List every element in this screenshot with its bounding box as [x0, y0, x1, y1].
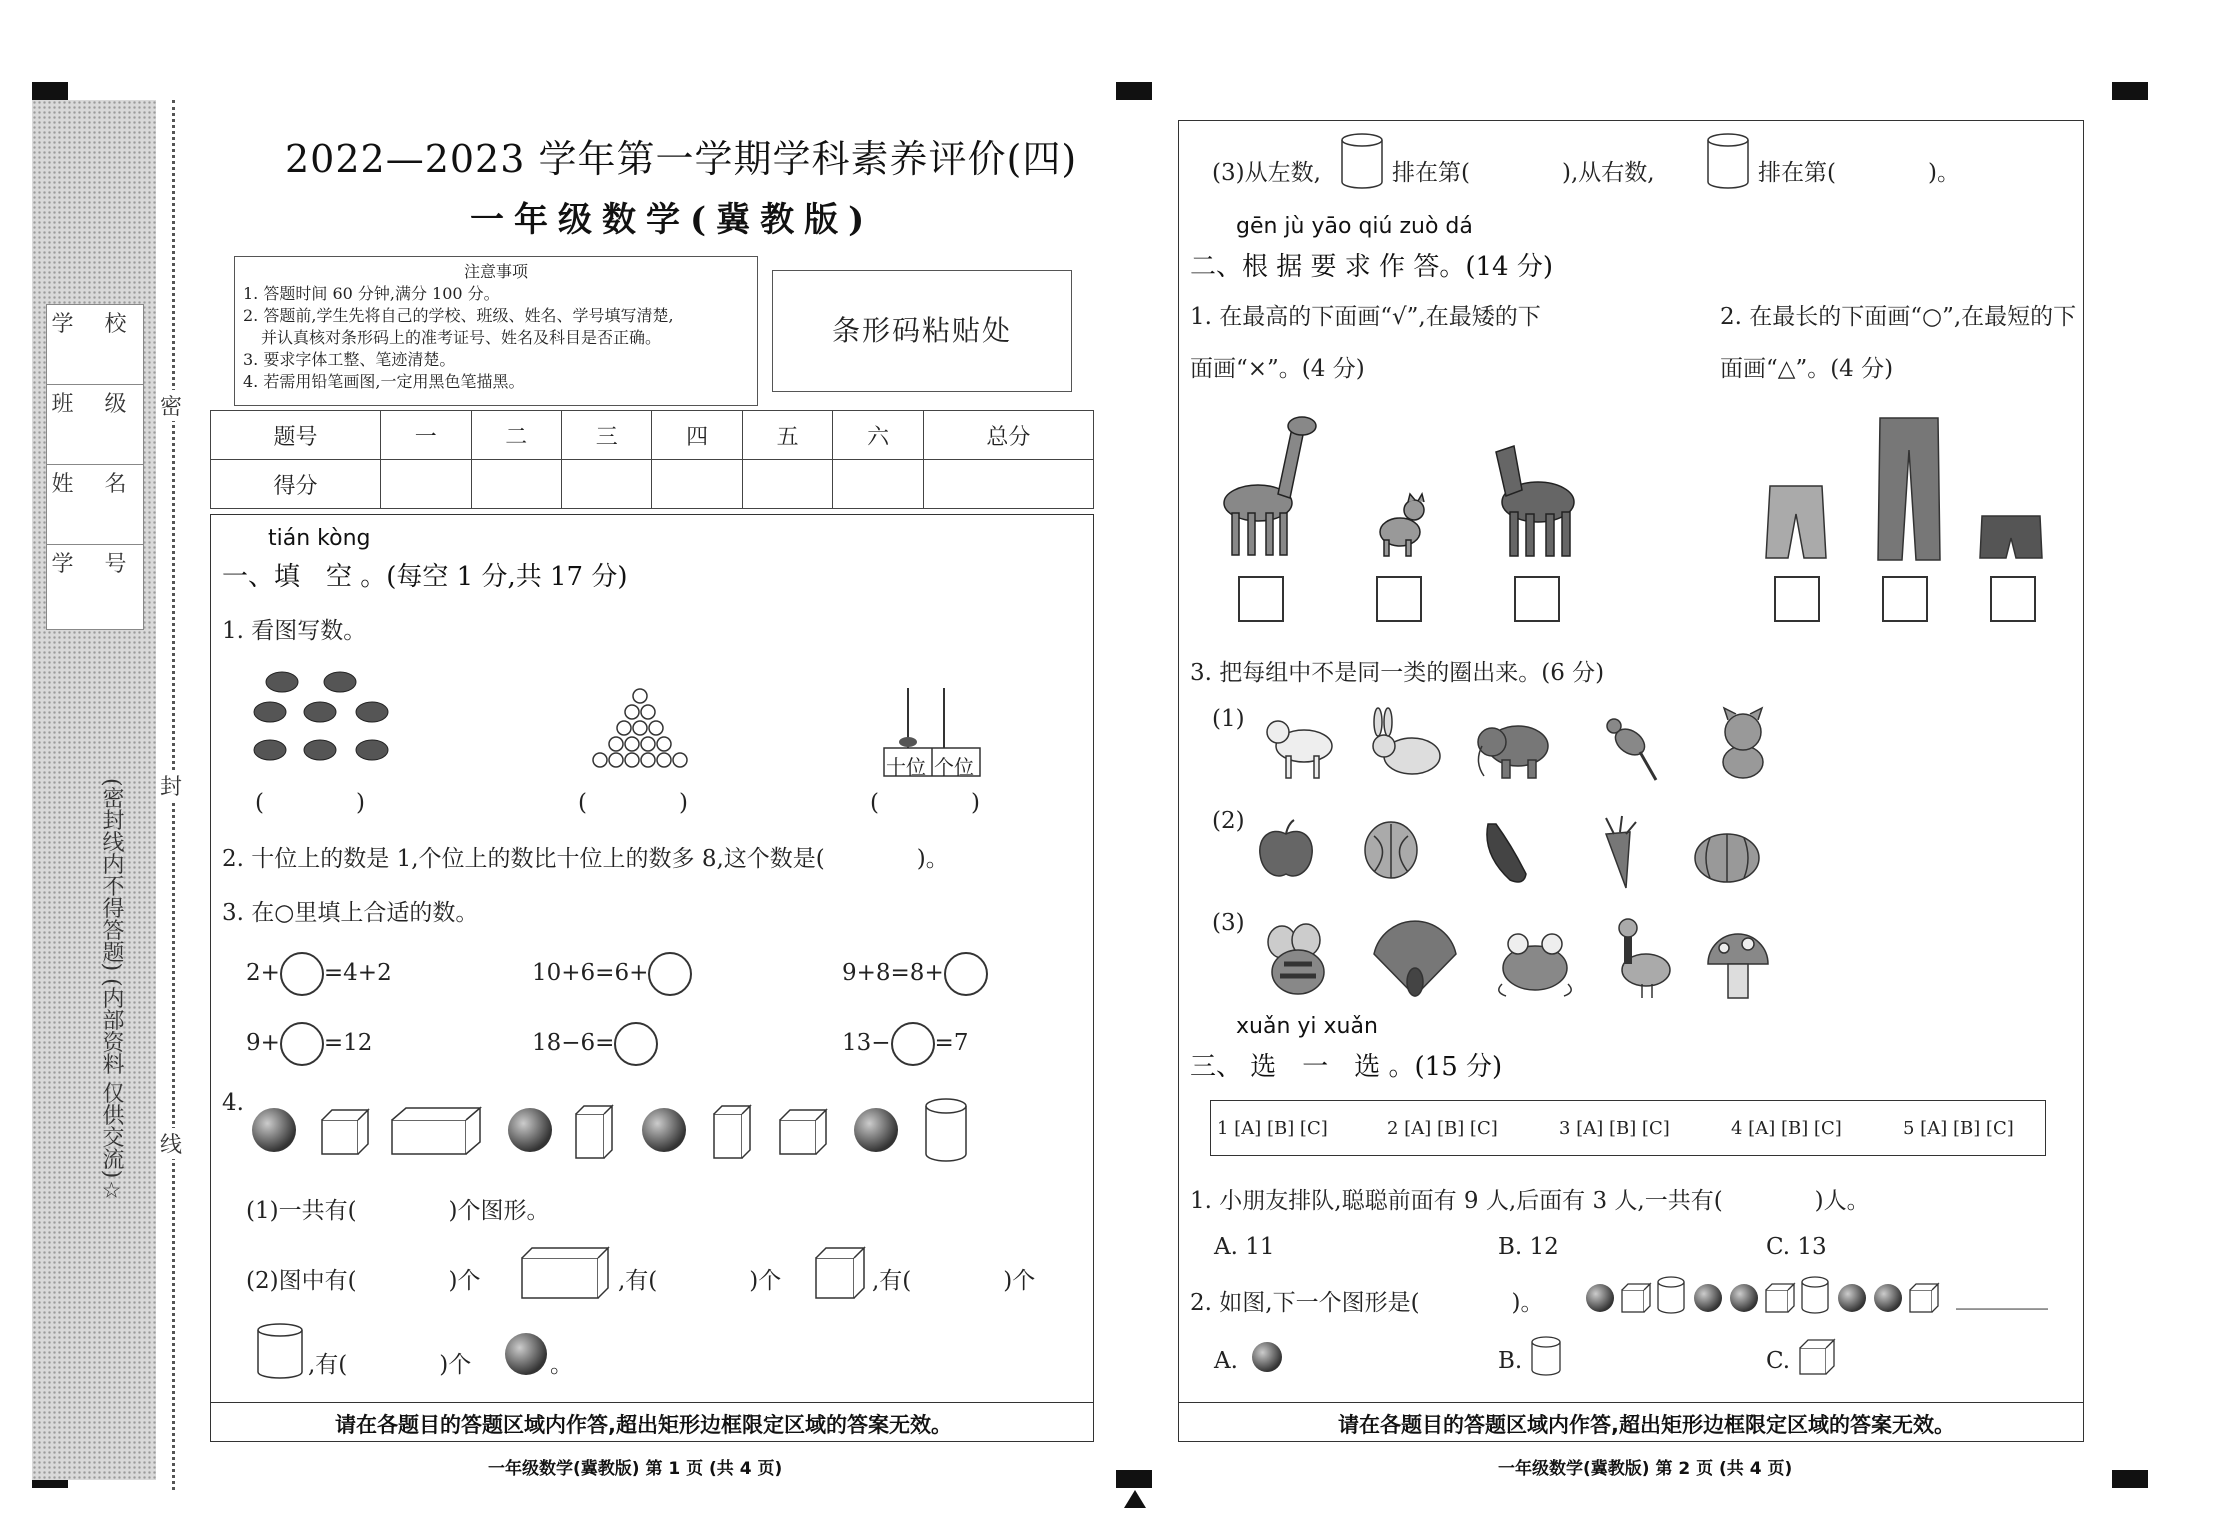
barcode-area: 条形码粘贴处 — [772, 270, 1072, 392]
equation — [246, 1022, 372, 1066]
cabbage-picture — [1358, 814, 1424, 884]
question-text: 排在第( )。 — [1758, 160, 1960, 186]
sphere-icon — [1250, 1340, 1284, 1374]
cat-picture — [1370, 488, 1430, 558]
question-text: 面画“△”。(4 分) — [1720, 356, 1894, 382]
cylinder-icon — [1340, 132, 1386, 190]
goat-picture — [1262, 708, 1342, 780]
shape-sequence — [1584, 1274, 1944, 1318]
exam-subtitle: 一年级数学(冀教版) — [470, 200, 875, 240]
bee-picture — [1262, 924, 1334, 998]
answer-choice-group[interactable]: 1 [A] [B] [C] — [1217, 1118, 1328, 1139]
notice-item: 4. 若需用铅笔画图,一定用黑色笔描黑。 — [243, 372, 525, 391]
group-label: (3) — [1212, 910, 1245, 936]
question-text: 1. 看图写数。 — [222, 618, 367, 644]
question-number: 4. — [222, 1090, 244, 1116]
name-field[interactable]: 姓 名 — [47, 465, 143, 545]
duck-picture — [1614, 916, 1674, 1002]
carrot-picture — [1592, 814, 1642, 890]
eq-text: 13− — [842, 1030, 891, 1056]
question-text: 1. 小朋友排队,聪聪前面有 9 人,后面有 3 人,一共有( )人。 — [1190, 1188, 1870, 1214]
answer-choice-group[interactable]: 4 [A] [B] [C] — [1731, 1118, 1842, 1139]
frog-picture — [1492, 928, 1578, 1000]
q4-2-part: ,有( )个 — [872, 1268, 1036, 1294]
group-label: (2) — [1212, 808, 1245, 834]
answer-box[interactable] — [1990, 576, 2036, 622]
option-c[interactable]: C. 13 — [1766, 1234, 1827, 1260]
question-text: 1. 在最高的下面画“√”,在最矮的下 — [1190, 304, 1541, 330]
registration-mark — [32, 82, 68, 100]
page-footer: 一年级数学(冀教版) 第 1 页 (共 4 页) — [488, 1459, 783, 1479]
score-header: 总分 — [923, 411, 1093, 460]
eggplant-picture — [1474, 816, 1534, 886]
score-cell[interactable] — [742, 460, 832, 509]
option-b[interactable]: B. 12 — [1498, 1234, 1559, 1260]
answer-box[interactable] — [1514, 576, 1560, 622]
cuboid-icon — [520, 1246, 610, 1302]
answer-box[interactable] — [1376, 576, 1422, 622]
answer-choice-group[interactable]: 2 [A] [B] [C] — [1387, 1118, 1498, 1139]
turtle-picture — [240, 662, 400, 782]
question-text: 2. 十位上的数是 1,个位上的数比十位上的数多 8,这个数是( )。 — [222, 846, 949, 872]
answer-circle[interactable] — [614, 1022, 658, 1066]
class-field[interactable]: 班 级 — [47, 385, 143, 465]
equation — [246, 952, 392, 996]
q4-2-part: ,有( )个 — [308, 1352, 472, 1378]
registration-mark — [2112, 1470, 2148, 1488]
sphere-icon — [502, 1330, 550, 1378]
registration-mark — [1116, 82, 1152, 100]
eq-text: 18−6= — [532, 1030, 615, 1056]
eq-text: 10+6=6+ — [532, 960, 649, 986]
question-text: 2. 在最长的下面画“○”,在最短的下 — [1720, 304, 2077, 330]
long-pants-picture — [1874, 414, 1944, 564]
frame-divider — [210, 1402, 1094, 1403]
registration-mark — [2112, 82, 2148, 100]
eq-text: 9+8=8+ — [842, 960, 944, 986]
answer-blank[interactable]: ________ — [1956, 1284, 2048, 1310]
notice-item: 3. 要求字体工整、笔迹清楚。 — [243, 350, 456, 369]
notice-item: 1. 答题时间 60 分钟,满分 100 分。 — [243, 284, 500, 303]
score-header: 一 — [381, 411, 471, 460]
cube-icon — [1798, 1338, 1836, 1376]
cylinder-icon — [256, 1322, 306, 1380]
question-text: (1)一共有( )个图形。 — [246, 1198, 550, 1224]
cylinder-icon — [1530, 1336, 1564, 1378]
bird-picture — [1596, 712, 1662, 784]
exam-title: 2022—2023 学年第一学期学科素养评价(四) — [285, 137, 1078, 181]
score-cell[interactable] — [381, 460, 471, 509]
equation — [842, 952, 988, 996]
score-row-label: 得分 — [211, 460, 381, 509]
shapes-row — [250, 1096, 990, 1166]
section-pinyin: xuǎn yi xuǎn — [1236, 1014, 1378, 1039]
section-pinyin: tián kòng — [268, 526, 371, 551]
score-cell[interactable] — [652, 460, 742, 509]
question-text: 3. 把每组中不是同一类的圈出来。(6 分) — [1190, 660, 1605, 686]
section-title: 二、根 据 要 求 作 答。(14 分) — [1190, 252, 1553, 282]
school-field[interactable]: 学 校 — [47, 305, 143, 385]
pumpkin-picture — [1692, 826, 1762, 884]
q4-2-part: ,有( )个 — [618, 1268, 782, 1294]
seal-note: (密封线内不得答题) (内部资料 仅供交流)☆ — [99, 778, 124, 1204]
option-a[interactable]: A. — [1214, 1348, 1238, 1374]
cube-icon — [814, 1246, 868, 1302]
eq-text: =7 — [934, 1030, 969, 1056]
seal-char-feng: 封 — [160, 770, 182, 801]
q4-2-part: 。 — [550, 1352, 573, 1378]
abacus-label-ones: 个位 — [934, 755, 974, 779]
cylinder-icon — [1706, 132, 1752, 190]
score-table — [210, 410, 1094, 509]
rabbit-picture — [1366, 712, 1446, 778]
registration-mark — [1116, 1470, 1152, 1488]
giraffe-picture — [1208, 408, 1318, 558]
group-label: (1) — [1212, 706, 1245, 732]
answer-blank[interactable]: ( ) — [870, 790, 980, 816]
answer-area-notice: 请在各题目的答题区域内作答,超出矩形边框限定区域的答案无效。 — [1338, 1413, 1955, 1437]
apple-picture — [1256, 818, 1316, 882]
score-header: 三 — [561, 411, 651, 460]
answer-card-bar — [1210, 1100, 2046, 1156]
short-pants-picture — [1764, 482, 1828, 562]
option-a[interactable]: A. 11 — [1214, 1234, 1275, 1260]
section-title: 三、 选 一 选 。(15 分) — [1190, 1052, 1503, 1082]
frame-divider — [1178, 1402, 2084, 1403]
question-text: (3)从左数, — [1212, 160, 1321, 186]
score-cell[interactable] — [833, 460, 923, 509]
eq-text: 9+ — [246, 1030, 280, 1056]
cat-face-picture — [1708, 706, 1778, 782]
notice-item: 并认真核对条形码上的准考证号、姓名及科目是否正确。 — [261, 328, 662, 347]
equation — [842, 1022, 968, 1066]
option-c[interactable]: C. — [1766, 1348, 1791, 1374]
eq-text: =4+2 — [323, 960, 392, 986]
eq-text: =12 — [323, 1030, 373, 1056]
option-b[interactable]: B. — [1498, 1348, 1523, 1374]
abacus-label-tens: 十位 — [886, 755, 926, 779]
peacock-picture — [1370, 924, 1460, 1000]
q4-2-part: (2)图中有( )个 — [246, 1268, 481, 1294]
section-title: 一、填 空 。(每空 1 分,共 17 分) — [222, 562, 628, 592]
answer-choice-group[interactable]: 5 [A] [B] [C] — [1903, 1118, 2014, 1139]
answer-blank[interactable]: ( ) — [578, 790, 688, 816]
score-cell[interactable] — [471, 460, 561, 509]
notice-box — [234, 256, 758, 406]
mushroom-picture — [1704, 928, 1772, 1002]
score-header: 四 — [652, 411, 742, 460]
elephant-picture — [1474, 716, 1554, 782]
question-text: 3. 在○里填上合适的数。 — [222, 900, 479, 926]
answer-area-notice: 请在各题目的答题区域内作答,超出矩形边框限定区域的答案无效。 — [335, 1413, 952, 1437]
seal-char-mi: 密 — [160, 390, 182, 421]
student-id-field[interactable]: 学 号 — [51, 552, 139, 577]
answer-box[interactable] — [1774, 576, 1820, 622]
section-pinyin: gēn jù yāo qiú zuò dá — [1236, 214, 1473, 239]
equation — [532, 952, 692, 996]
question-text: 排在第( ),从右数, — [1392, 160, 1655, 186]
score-cell[interactable] — [923, 460, 1093, 509]
notice-heading: 注意事项 — [463, 262, 528, 281]
page-footer: 一年级数学(冀教版) 第 2 页 (共 4 页) — [1498, 1459, 1793, 1479]
notice-item: 2. 答题前,学生先将自己的学校、班级、姓名、学号填写清楚, — [243, 306, 674, 325]
horse-picture — [1480, 440, 1590, 558]
question-text — [246, 1262, 481, 1295]
question-text: 面画“×”。(4 分) — [1190, 356, 1365, 382]
answer-circle[interactable] — [648, 952, 692, 996]
answer-circle[interactable] — [280, 952, 324, 996]
eq-text: 2+ — [246, 960, 280, 986]
answer-box[interactable] — [1882, 576, 1928, 622]
answer-choice-group[interactable]: 3 [A] [B] [C] — [1559, 1118, 1670, 1139]
circle-triangle-picture — [590, 686, 690, 786]
answer-box[interactable] — [1238, 576, 1284, 622]
triangle-mark — [1124, 1490, 1146, 1508]
seal-char-xian: 线 — [160, 1128, 182, 1159]
equation — [532, 1022, 658, 1066]
score-header: 二 — [471, 411, 561, 460]
answer-blank[interactable]: ( ) — [255, 790, 365, 816]
question-text: 2. 如图,下一个图形是( )。 — [1190, 1290, 1544, 1316]
student-info-box — [46, 304, 144, 630]
score-cell[interactable] — [561, 460, 651, 509]
score-header: 五 — [742, 411, 832, 460]
shorts-picture — [1978, 512, 2044, 562]
answer-circle[interactable] — [280, 1022, 324, 1066]
score-header: 六 — [833, 411, 923, 460]
answer-circle[interactable] — [944, 952, 988, 996]
answer-circle[interactable] — [891, 1022, 935, 1066]
score-header: 题号 — [211, 411, 381, 460]
